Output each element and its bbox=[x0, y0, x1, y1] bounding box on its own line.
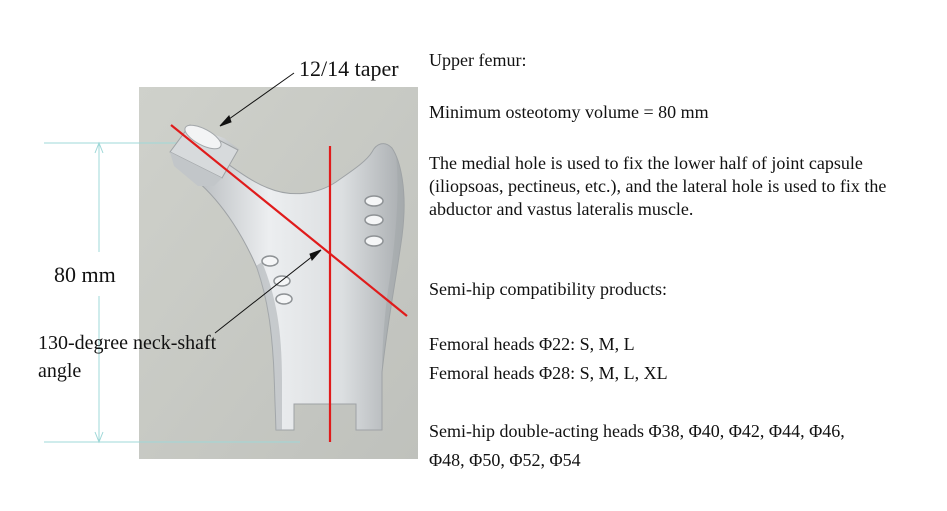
compatibility-heading: Semi-hip compatibility products: bbox=[429, 279, 667, 299]
femoral-heads-22: Femoral heads Φ22: S, M, L bbox=[429, 334, 635, 354]
dimension-label: 80 mm bbox=[54, 262, 116, 287]
heading-upper-femur: Upper femur: bbox=[429, 50, 527, 70]
lateral-holes bbox=[365, 196, 383, 246]
neck-shaft-angle-label: 130-degree neck-shaft angle bbox=[38, 332, 217, 382]
femoral-heads-28: Femoral heads Φ28: S, M, L, XL bbox=[429, 363, 668, 383]
osteotomy-text: Minimum osteotomy volume = 80 mm bbox=[429, 102, 709, 122]
holes-description: The medial hole is used to fix the lower half of joint capsule (iliopsoas, pectineus, etc.), and the lateral hole is used to fix the abductor and vastus lateralis muscle. bbox=[429, 153, 887, 219]
taper-label: 12/14 taper bbox=[299, 56, 399, 81]
double-acting-heads: Semi-hip double-acting heads Φ38, Φ40, Φ42, Φ44, Φ46, Φ48, Φ50, Φ52, Φ54 bbox=[429, 421, 845, 470]
